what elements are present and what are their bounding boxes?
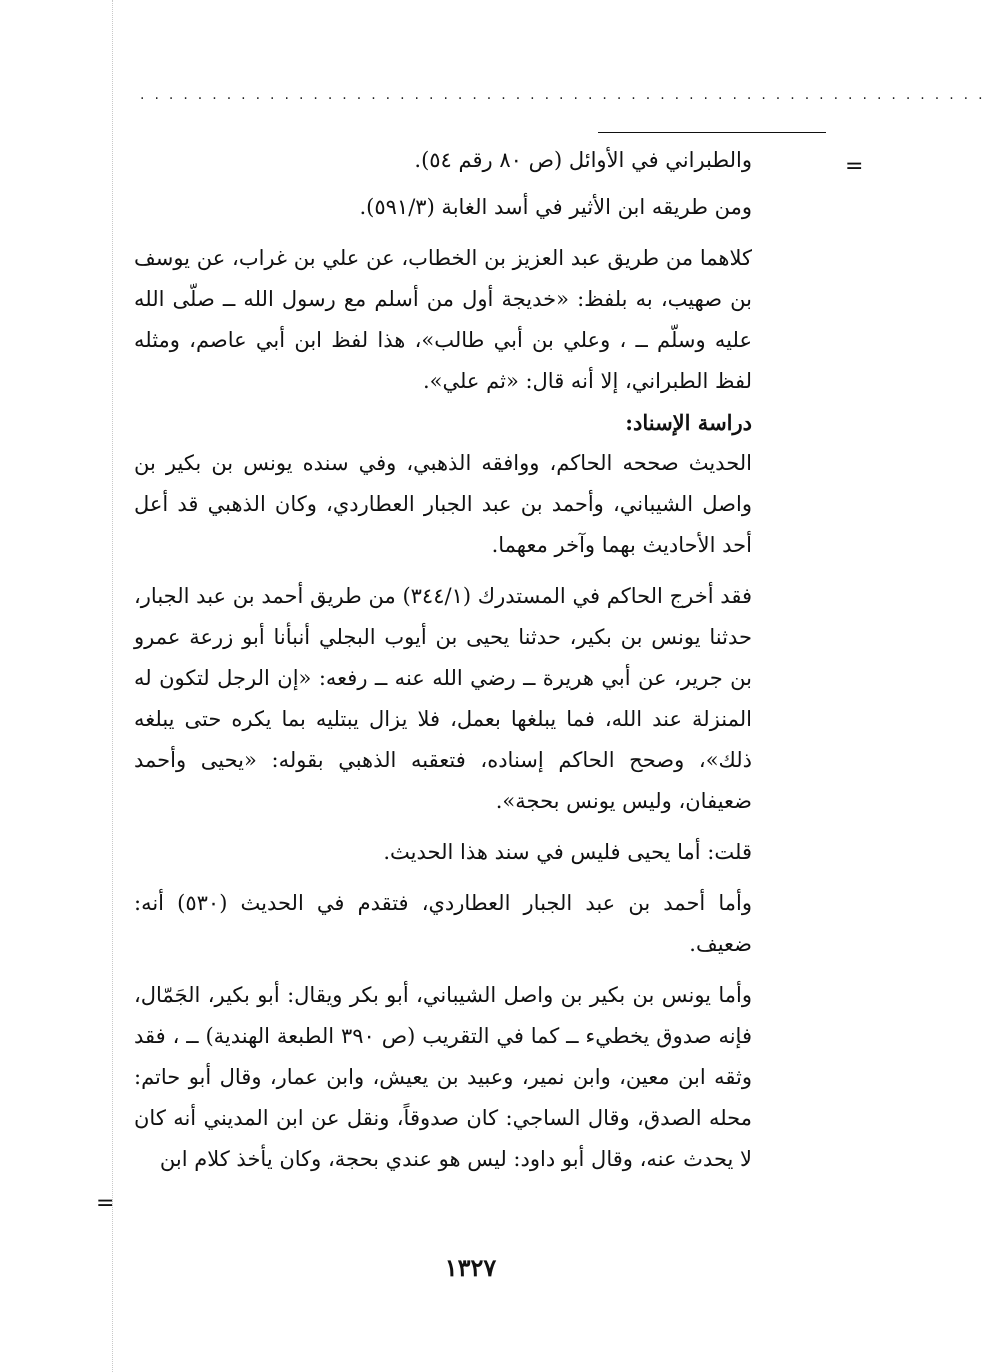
body-paragraph-1: الحديث صححه الحاكم، ووافقه الذهبي، وفي سنده يونس بن بكير بن واصل الشيباني، وأحمد بن عبد الجبار العطاردي، وكان الذهبي قد أعل أحد الأحاديث بهما وآخر معهما. [134,451,752,557]
body-paragraph-2: فقد أخرج الحاكم في المستدرك (٣٤٤/١) من طريق أحمد بن عبد الجبار، حدثنا يونس بن بكير، حدثنا يحيى بن أيوب البجلي أنبأنا أبو زرعة عمرو بن جرير، عن أبي هريرة ــ رضي الله عنه ــ رفعه: «إن الرجل لتكون له المنزلة عند الله، فما يبلغها بعمل، فلا يزال يبتليه بما يكره حتى يبلغه ذلك»، وصحح الحاكم إسناده، فتعقبه الذهبي بقوله: «يحيى وأحمد ضعيفان، وليس يونس بحجة». [134,584,752,813]
footnote-line-2: ومن طريقه ابن الأثير في أسد الغابة (٥٩١/٣). [359,195,752,219]
gutter-guide-line [112,0,113,1372]
body-paragraph-5: وأما يونس بن بكير بن واصل الشيباني، أبو بكر ويقال: أبو بكير، الجَمّال، فإنه صدوق يخطيء ــ كما في التقريب (ص ٣٩٠ الطبعة الهندية) ــ ، فقد وثقه ابن معين، وابن نمير، وعبيد بن يعيش، وابن عمار، وقال أبو حاتم: محله الصدق، وقال الساجي: كان صدوقاً، ونقل عن ابن المديني أنه كان لا يحدث عنه، وقال أبو داود: ليس هو عندي بحجة، وكان يأخذ كلام ابن [134,983,752,1171]
section-heading: دراسة الإسناد: [625,410,752,435]
footnote-line-1: والطبراني في الأوائل (ص ٨٠ رقم ٥٤). [414,148,752,172]
page-number: ١٣٢٧ [444,1253,497,1282]
page-body [134,140,752,1180]
footnote-paragraph: كلاهما من طريق عبد العزيز بن الخطاب، عن علي بن غراب، عن يوسف بن صهيب، به بلفظ: «خديجة أول من أسلم مع رسول الله ــ صلّى الله عليه وسلّم ــ ، وعلي بن أبي طالب»، هذا لفظ ابن أبي عاصم، ومثله لفظ الطبراني، إلا أنه قال: «ثم علي». [134,246,752,393]
dotted-separator: ........................................................... [140,87,993,103]
body-paragraph-3: قلت: أما يحيى فليس في سند هذا الحديث. [383,840,752,864]
footnote-rule [598,132,826,133]
continuation-mark-bottom: = [96,1191,115,1216]
continuation-mark-top: = [845,154,864,179]
body-paragraph-4: وأما أحمد بن عبد الجبار العطاردي، فتقدم في الحديث (٥٣٠) أنه: ضعيف. [134,891,753,956]
